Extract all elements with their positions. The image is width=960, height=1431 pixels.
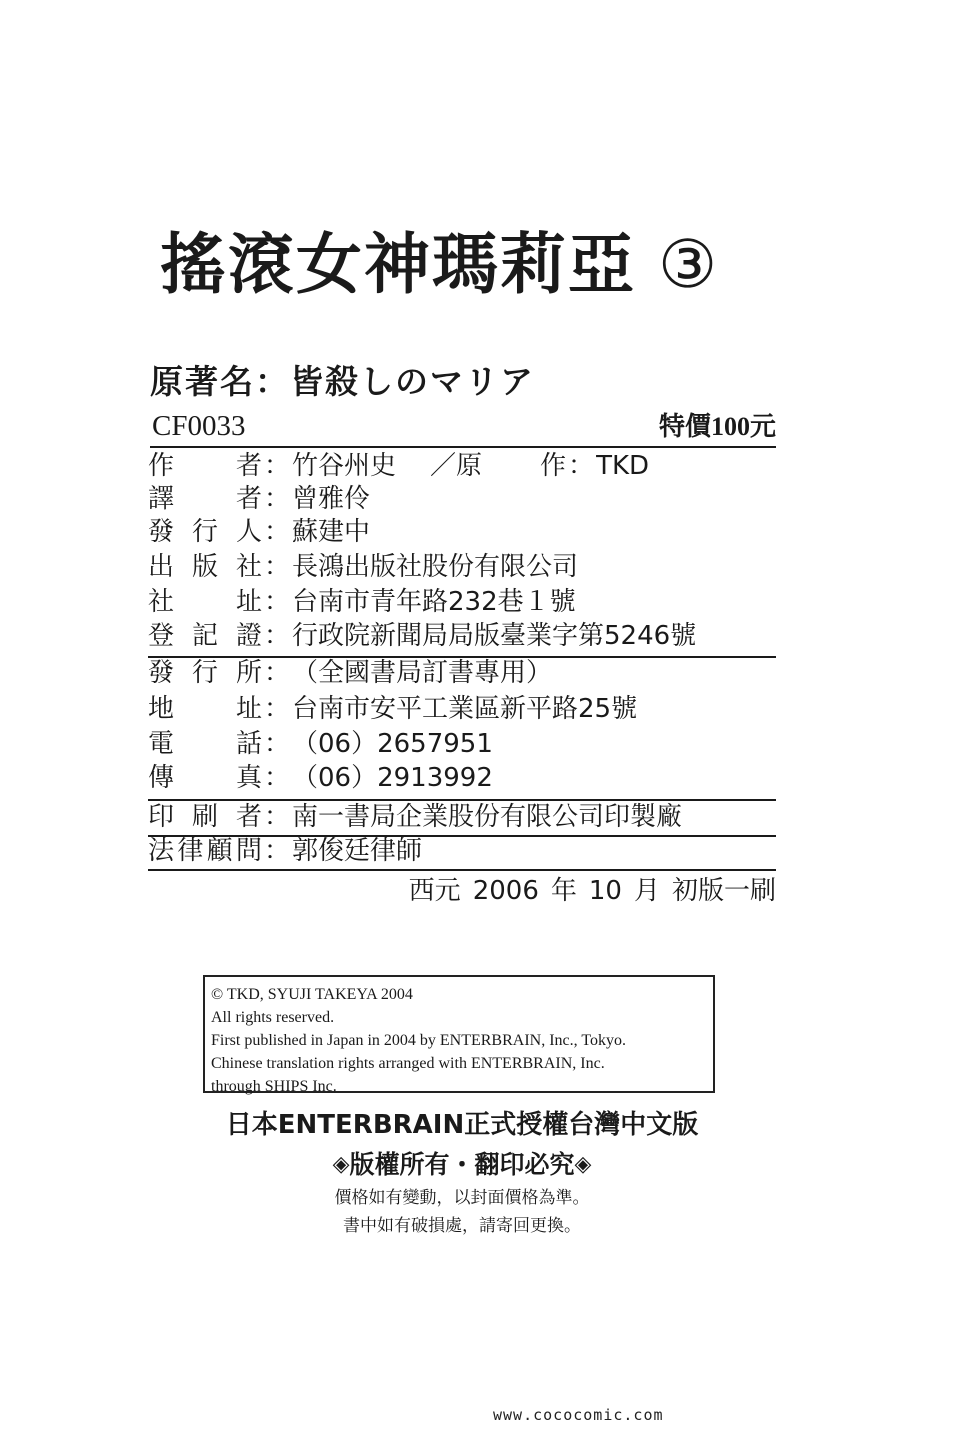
distributor-label: 發行所 <box>148 658 262 688</box>
author-value: 竹谷州史 <box>292 451 397 481</box>
phone-label: 電 話 <box>148 729 262 759</box>
colon: ： <box>264 836 291 866</box>
colon: ： <box>264 694 291 724</box>
edition-month: 10 <box>588 876 622 906</box>
colon: ： <box>264 802 291 832</box>
translator-label: 譯 者 <box>148 484 262 514</box>
rights-notice-row <box>0 1152 924 1177</box>
diamond-icon: ◈ <box>574 1152 592 1177</box>
fax-row <box>148 765 493 791</box>
damage-notice: 書中如有破損處，請寄回更換。 <box>343 1216 581 1236</box>
copyright-box <box>203 975 715 1093</box>
edition-era: 西元 <box>408 876 461 906</box>
colon: ： <box>264 484 291 514</box>
volume-number: ③ <box>658 226 720 303</box>
edition-date <box>409 878 776 904</box>
translator-row <box>148 486 370 512</box>
distributor-address-value: 台南市安平工業區新平路25號 <box>292 694 638 724</box>
registration-value: 行政院新聞局局版臺業字第5246號 <box>292 621 697 651</box>
publisher-person-label: 發行人 <box>148 517 262 547</box>
code-price-row <box>150 410 776 448</box>
author-row <box>148 453 649 479</box>
original-author-label: 原 作 <box>456 451 567 481</box>
registration-row <box>148 623 696 649</box>
website-watermark: www.cococomic.com <box>493 1406 664 1424</box>
copyright-line: © TKD, SYUJI TAKEYA 2004 <box>211 986 413 1003</box>
book-title <box>160 226 720 303</box>
edition-print: 初版一刷 <box>671 876 776 906</box>
colon: ： <box>264 451 291 481</box>
divider-line <box>148 869 776 871</box>
price-notice: 價格如有變動，以封面價格為準。 <box>334 1188 590 1208</box>
copyright-line: All rights reserved. <box>211 1009 335 1026</box>
printer-value: 南一書局企業股份有限公司印製廠 <box>292 802 683 832</box>
legal-label: 法律顧問 <box>148 836 262 866</box>
publisher-person-row <box>148 519 370 545</box>
phone-row <box>148 731 493 757</box>
distributor-row <box>148 660 552 686</box>
authorization-notice: 日本ENTERBRAIN正式授權台灣中文版 <box>225 1110 699 1140</box>
divider-line <box>148 799 776 801</box>
distributor-address-label: 地 址 <box>148 694 262 724</box>
copyright-line: through SHIPS Inc. <box>211 1078 337 1095</box>
printer-row <box>148 804 682 830</box>
legal-value: 郭俊廷律師 <box>292 836 423 866</box>
publisher-label: 出版社 <box>148 552 262 582</box>
colon: ： <box>264 763 291 793</box>
edition-year-unit: 年 <box>550 876 577 906</box>
registration-label: 登記證 <box>148 621 262 651</box>
book-title-text: 搖滾女神瑪莉亞 <box>160 226 636 303</box>
copyright-line: Chinese translation rights arranged with ENTERBRAIN, Inc. <box>211 1055 605 1072</box>
colon: ： <box>264 587 291 617</box>
colon: ： <box>264 658 291 688</box>
author-label: 作 者 <box>148 451 262 481</box>
publisher-address-label: 社 址 <box>148 587 262 617</box>
colon: ： <box>568 451 595 481</box>
edition-month-unit: 月 <box>633 876 660 906</box>
fax-label: 傳 真 <box>148 763 262 793</box>
fax-value: （06）2913992 <box>292 763 493 793</box>
rights-notice: 版權所有・翻印必究 <box>349 1150 575 1179</box>
copyright-line: First published in Japan in 2004 by ENTERBRAIN, Inc., Tokyo. <box>211 1032 627 1049</box>
colon: ： <box>264 729 291 759</box>
slash: ／ <box>430 451 457 481</box>
publisher-row <box>148 554 578 580</box>
distributor-address-row <box>148 696 637 722</box>
product-code: CF0033 <box>152 410 246 442</box>
publisher-person-value: 蘇建中 <box>292 517 371 547</box>
colon: ： <box>264 517 291 547</box>
original-title: 原著名：皆殺しのマリア <box>150 362 535 401</box>
colon: ： <box>264 552 291 582</box>
phone-value: （06）2657951 <box>292 729 493 759</box>
legal-row <box>148 838 422 864</box>
colon: ： <box>264 621 291 651</box>
publisher-value: 長鴻出版社股份有限公司 <box>292 552 579 582</box>
original-author-value: TKD <box>596 451 650 481</box>
publisher-address-value: 台南市青年路232巷１號 <box>292 587 576 617</box>
publisher-address-row <box>148 589 576 615</box>
edition-year: 2006 <box>472 876 539 906</box>
distributor-value: （全國書局訂書專用） <box>292 658 553 688</box>
price: 特價100元 <box>658 412 776 441</box>
diamond-icon: ◈ <box>332 1152 350 1177</box>
translator-value: 曾雅伶 <box>292 484 371 514</box>
printer-label: 印刷者 <box>148 802 262 832</box>
